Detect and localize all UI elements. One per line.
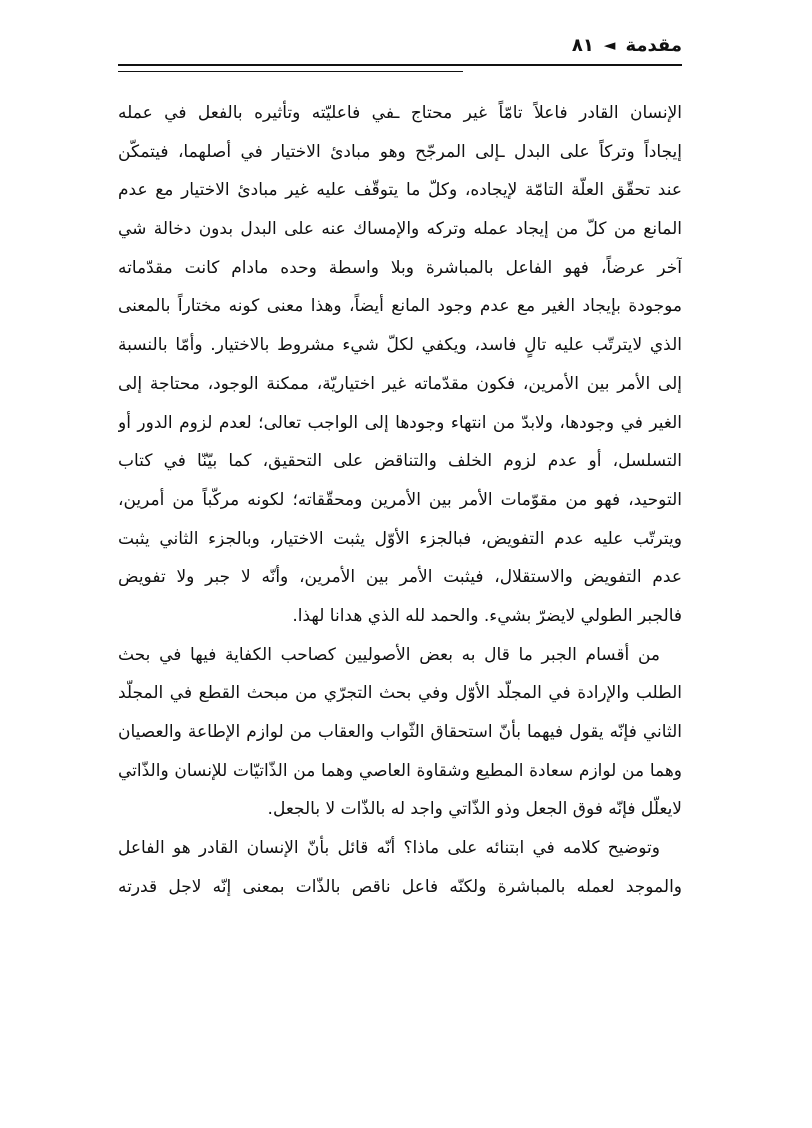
- text-line: عدم التفويض والاستقلال، فيثبت الأمر بين الأمرين، وأنّه لا جبر ولا تفويض: [118, 567, 682, 588]
- text-line: التسلسل، أو عدم لزوم الخلف والتناقض على التحقيق، كما بيّنّا في كتاب: [118, 451, 682, 472]
- text-line: ويترتّب عليه عدم التفويض، فبالجزء الأوّل يثبت الاختيار، وبالجزء الثاني يثبت: [118, 528, 682, 549]
- text-line: إلى الأمر بين الأمرين، فكون مقدّماته غير اختياريّة، ممكنة الوجود، محتاجة إلى: [118, 373, 682, 394]
- section-title: مقدمة: [625, 34, 682, 56]
- text-line: فالجبر الطولي لايضرّ بشيء. والحمد لله الذي هدانا لهذا.: [292, 605, 682, 626]
- text-line: وهما من لوازم سعادة المطيع وشقاوة العاصي وهما من الذّاتيّات للإنسان والذّاتي: [118, 760, 682, 781]
- text-line: والموجد لعمله بالمباشرة ولكنّه فاعل ناقص بالذّات بمعنى إنّه لاجل قدرته: [118, 876, 682, 897]
- header-rule-thin: [118, 71, 463, 72]
- paragraph-2: [118, 636, 682, 829]
- text-line: الطلب والإرادة في المجلّد الأوّل وفي بحث التجرّي من مبحث القطع في المجلّد: [118, 683, 682, 704]
- text-line: لايعلّل فإنّه فوق الجعل وذو الذّاتي واجد له بالذّات لا بالجعل.: [267, 799, 682, 820]
- text-line: عند تحقّق العلّة التامّة لإيجاده، وكلّ ما يتوقّف عليه غير مبادئ الاختيار مع عدم: [118, 180, 682, 201]
- text-line: التوحيد، فهو من مقوّمات الأمر بين الأمرين ومحقّقاته؛ لكونه مركّباً من أمرين،: [118, 489, 682, 510]
- text-line: وتوضيح كلامه في ابتنائه على ماذا؟ أنّه قائل بأنّ الإنسان القادر هو الفاعل: [118, 838, 660, 859]
- page-body: [118, 94, 682, 906]
- text-line: الذي لايترتّب عليه تالٍ فاسد، ويكفي لكلّ شيء مشروط بالاختيار. وأمّا بالنسبة: [118, 335, 682, 356]
- text-line: آخر عرضاً، فهو الفاعل بالمباشرة وبلا واسطة وحده مادام كانت مقدّماته: [118, 257, 682, 278]
- paragraph-1: [118, 94, 682, 636]
- header-rule-thick: [118, 64, 682, 66]
- arrow-left-icon: ◄: [603, 36, 616, 54]
- text-line: من أقسام الجبر ما قال به بعض الأصوليين كصاحب الكفاية فيها في بحث: [118, 644, 660, 665]
- paragraph-3: [118, 829, 682, 906]
- text-line: الغير في وجودها، ولابدّ من انتهاء وجودها إلى الواجب تعالى؛ لعدم لزوم الدور أو: [118, 412, 682, 433]
- text-line: المانع من كلّ من إيجاد عمله وتركه والإمساك عنه على البدل بدون دخالة شي: [118, 219, 682, 240]
- text-line: الإنسان القادر فاعلاً تامّاً غير محتاج ـفي فاعليّته وتأثيره بالفعل في عمله: [118, 103, 682, 123]
- page-number: ٨١: [571, 34, 594, 56]
- text-line: موجودة بإيجاد الغير مع عدم وجود المانع أيضاً، وهذا معنى كونه مختاراً بالمعنى: [118, 296, 682, 317]
- text-line: الثاني فإنّه يقول فيهما بأنّ استحقاق الثّواب والعقاب من لوازم الإطاعة والعصيان: [118, 722, 682, 742]
- text-line: إيجاداً وتركاً على البدل ـإلى المرجّح وهو مبادئ الاختيار في أصلهما، فيتمكّن: [118, 141, 682, 162]
- running-header: [118, 30, 682, 60]
